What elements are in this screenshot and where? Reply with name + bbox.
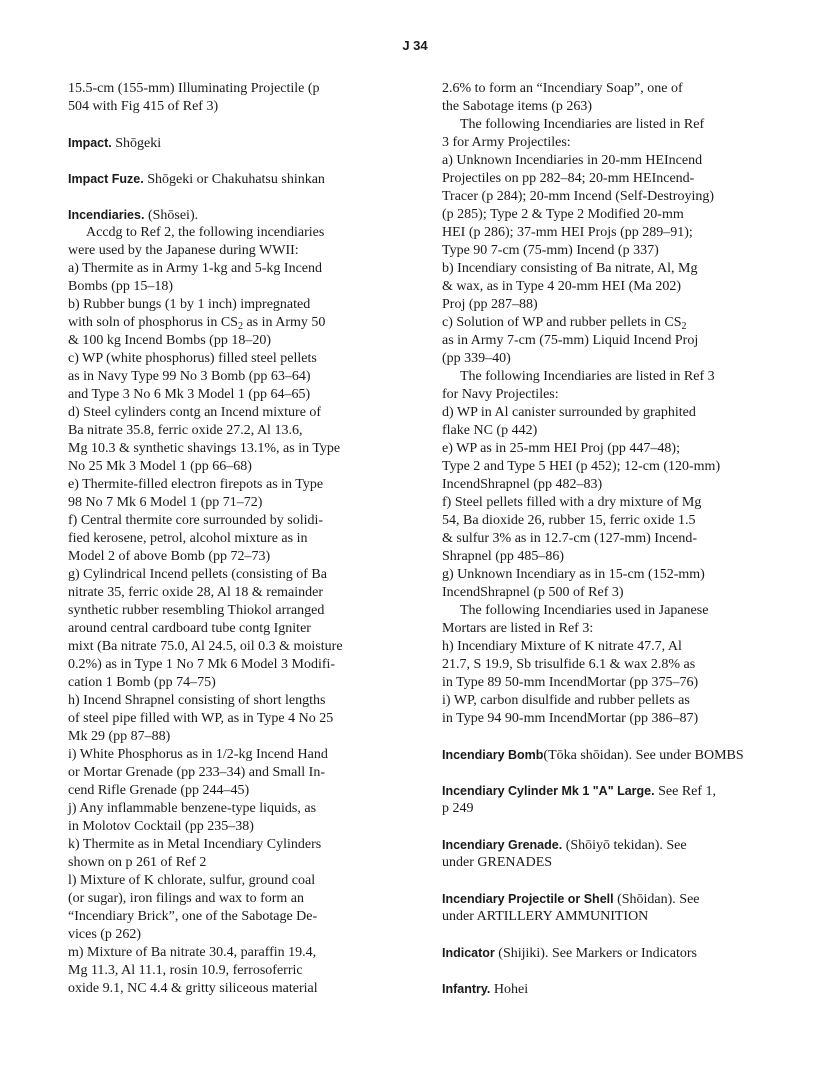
body-line: 54, Ba dioxide 26, rubber 15, ferric oxide 1.5 (442, 513, 696, 528)
body-line: Mk 29 (pp 87–88) (68, 729, 171, 744)
body-line: in Type 89 50-mm IncendMortar (pp 375–76) (442, 675, 699, 690)
body-line: IncendShrapnel (p 500 of Ref 3) (442, 585, 624, 600)
body-line: h) Incend Shrapnel consisting of short lengths (68, 693, 326, 708)
entry-incendiaries (68, 206, 413, 224)
entry-text: (Shōsei). (144, 208, 199, 223)
body-line: Type 90 7-cm (75-mm) Incend (p 337) (442, 243, 659, 258)
entry-heading: Incendiary Bomb (442, 748, 544, 762)
entry-text: (Shōidan). See (613, 892, 700, 907)
body-line: or Mortar Grenade (pp 233–34) and Small In- (68, 765, 325, 780)
entry-heading: Indicator (442, 946, 495, 960)
entry-text: Shōgeki or Chakuhatsu shinkan (143, 172, 325, 187)
body-line: oxide 9.1, NC 4.4 & gritty siliceous material (68, 981, 318, 996)
entry-impact (68, 134, 413, 152)
body-line: 15.5-cm (155-mm) Illuminating Projectile (p (68, 81, 320, 96)
body-line: 504 with Fig 415 of Ref 3) (68, 99, 219, 114)
body-line: a) Thermite as in Army 1-kg and 5-kg Incend (68, 261, 323, 276)
body-line: Bombs (pp 15–18) (68, 279, 173, 294)
body-line: Mg 11.3, Al 11.1, rosin 10.9, ferrosoferric (68, 963, 303, 978)
entry-text: (Shijiki). See Markers or Indicators (494, 946, 697, 961)
body-line: d) Steel cylinders contg an Incend mixture of (68, 405, 322, 420)
body-line: vices (p 262) (68, 927, 142, 942)
body-text: with soln of phosphorus in CS (68, 315, 238, 330)
body-line: in Type 94 90-mm IncendMortar (pp 386–87) (442, 711, 699, 726)
body-line: Type 2 and Type 5 HEI (p 452); 12-cm (120-mm) (442, 459, 721, 474)
body-line: m) Mixture of Ba nitrate 30.4, paraffin 19.4, (68, 945, 317, 960)
body-line: p 249 (442, 801, 474, 816)
body-line: i) WP, carbon disulfide and rubber pellets as (442, 693, 690, 708)
body-line: h) Incendiary Mixture of K nitrate 47.7, Al (442, 639, 682, 654)
body-line: as in Navy Type 99 No 3 Bomb (pp 63–64) (68, 369, 311, 384)
body-line: g) Cylindrical Incend pellets (consisting of Ba (68, 567, 327, 582)
body-line: Shrapnel (pp 485–86) (442, 549, 565, 564)
body-line: around central cardboard tube contg Igniter (68, 621, 311, 636)
body-line: g) Unknown Incendiary as in 15-cm (152-mm) (442, 567, 705, 582)
body-line: i) White Phosphorus as in 1/2-kg Incend Hand (68, 747, 328, 762)
entry-heading: Incendiaries. (68, 208, 145, 222)
body-line: HEI (p 286); 37-mm HEI Projs (pp 289–91); (442, 225, 693, 240)
entry-infantry (442, 980, 792, 998)
entry-heading: Impact Fuze. (68, 172, 144, 186)
entry-heading: Infantry. (442, 982, 491, 996)
body-line: the Sabotage items (p 263) (442, 99, 593, 114)
entry-text: See Ref 1, (654, 784, 717, 799)
body-line: k) Thermite as in Metal Incendiary Cylinders (68, 837, 322, 852)
body-line: “Incendiary Brick”, one of the Sabotage De- (68, 909, 318, 924)
body-line: d) WP in Al canister surrounded by graphited (442, 405, 696, 420)
body-line: cation 1 Bomb (pp 74–75) (68, 675, 216, 690)
body-line: (p 285); Type 2 & Type 2 Modified 20-mm (442, 207, 684, 222)
body-line: 3 for Army Projectiles: (442, 135, 571, 150)
body-line: j) Any inflammable benzene-type liquids, as (68, 801, 317, 816)
body-line: were used by the Japanese during WWII: (68, 243, 299, 258)
body-line: 21.7, S 19.9, Sb trisulfide 6.1 & wax 2.8% as (442, 657, 696, 672)
entry-incendiary-bomb (442, 746, 792, 764)
left-column (68, 80, 413, 998)
body-line: (pp 339–40) (442, 351, 511, 366)
body-line (442, 314, 792, 332)
body-line: shown on p 261 of Ref 2 (68, 855, 207, 870)
subscript: 2 (237, 321, 243, 332)
page-number: J 34 (402, 38, 428, 53)
body-line: l) Mixture of K chlorate, sulfur, ground coal (68, 873, 316, 888)
body-line: Tracer (p 284); 20-mm Incend (Self-Destroying) (442, 189, 715, 204)
subscript: 2 (681, 321, 687, 332)
body-line: e) Thermite-filled electron firepots as in Type (68, 477, 324, 492)
body-line (68, 314, 413, 332)
body-line: as in Army 7-cm (75-mm) Liquid Incend Proj (442, 333, 699, 348)
body-line: & sulfur 3% as in 12.7-cm (127-mm) Incend- (442, 531, 698, 546)
entry-indicator (442, 944, 792, 962)
entry-incendiary-grenade (442, 836, 792, 854)
body-line: 2.6% to form an “Incendiary Soap”, one of (442, 81, 683, 96)
body-line: f) Steel pellets filled with a dry mixture of Mg (442, 495, 702, 510)
body-line: (or sugar), iron filings and wax to form an (68, 891, 304, 906)
body-text: as in Army 50 (242, 315, 326, 330)
entry-impact-fuze (68, 170, 413, 188)
entry-heading: Impact. (68, 136, 112, 150)
body-line: synthetic rubber resembling Thiokol arranged (68, 603, 325, 618)
body-line: 0.2%) as in Type 1 No 7 Mk 6 Model 3 Modifi- (68, 657, 336, 672)
entry-text: Hohei (490, 982, 529, 997)
body-line: and Type 3 No 6 Mk 3 Model 1 (pp 64–65) (68, 387, 311, 402)
body-line: c) WP (white phosphorus) filled steel pellets (68, 351, 317, 366)
body-line: The following Incendiaries are listed in Ref (460, 117, 705, 132)
body-line: Projectiles on pp 282–84; 20-mm HEIncend- (442, 171, 695, 186)
body-line: mixt (Ba nitrate 75.0, Al 24.5, oil 0.3 & moisture (68, 639, 343, 654)
body-line: under ARTILLERY AMMUNITION (442, 909, 649, 924)
entry-heading: Incendiary Cylinder Mk 1 "A" Large. (442, 784, 655, 798)
body-line: & 100 kg Incend Bombs (pp 18–20) (68, 333, 271, 348)
body-line: Accdg to Ref 2, the following incendiaries (86, 225, 325, 240)
body-line: No 25 Mk 3 Model 1 (pp 66–68) (68, 459, 252, 474)
body-line: b) Incendiary consisting of Ba nitrate, Al, Mg (442, 261, 698, 276)
entry-incendiary-projectile (442, 890, 792, 908)
body-line: f) Central thermite core surrounded by solidi- (68, 513, 324, 528)
body-line: IncendShrapnel (pp 482–83) (442, 477, 603, 492)
body-line: Proj (pp 287–88) (442, 297, 538, 312)
body-line: of steel pipe filled with WP, as in Type 4 No 25 (68, 711, 334, 726)
entry-incendiary-cylinder (442, 782, 792, 800)
body-line: cend Rifle Grenade (pp 244–45) (68, 783, 250, 798)
body-line: under GRENADES (442, 855, 553, 870)
body-line: e) WP as in 25-mm HEI Proj (pp 447–48); (442, 441, 680, 456)
body-line: nitrate 35, ferric oxide 28, Al 18 & remainder (68, 585, 324, 600)
entry-text: Shōgeki (111, 136, 162, 151)
entry-text: (Tōka shōidan). See under BOMBS (543, 748, 744, 763)
body-line: The following Incendiaries used in Japanese (460, 603, 709, 618)
body-line: flake NC (p 442) (442, 423, 538, 438)
body-line: Mg 10.3 & synthetic shavings 13.1%, as in Type (68, 441, 341, 456)
right-column (442, 80, 792, 998)
body-line: & wax, as in Type 4 20-mm HEI (Ma 202) (442, 279, 682, 294)
body-line: in Molotov Cocktail (pp 235–38) (68, 819, 254, 834)
body-line: Model 2 of above Bomb (pp 72–73) (68, 549, 271, 564)
body-line: fied kerosene, petrol, alcohol mixture as in (68, 531, 308, 546)
body-line: Mortars are listed in Ref 3: (442, 621, 594, 636)
body-line: The following Incendiaries are listed in Ref 3 (460, 369, 715, 384)
body-text: c) Solution of WP and rubber pellets in CS (442, 315, 682, 330)
body-line: for Navy Projectiles: (442, 387, 559, 402)
body-line: 98 No 7 Mk 6 Model 1 (pp 71–72) (68, 495, 263, 510)
entry-heading: Incendiary Projectile or Shell (442, 892, 614, 906)
body-line: Ba nitrate 35.8, ferric oxide 27.2, Al 13.6, (68, 423, 303, 438)
entry-text: (Shōiyō tekidan). See (562, 838, 687, 853)
entry-heading: Incendiary Grenade. (442, 838, 563, 852)
body-line: b) Rubber bungs (1 by 1 inch) impregnated (68, 297, 311, 312)
body-line: a) Unknown Incendiaries in 20-mm HEIncend (442, 153, 703, 168)
